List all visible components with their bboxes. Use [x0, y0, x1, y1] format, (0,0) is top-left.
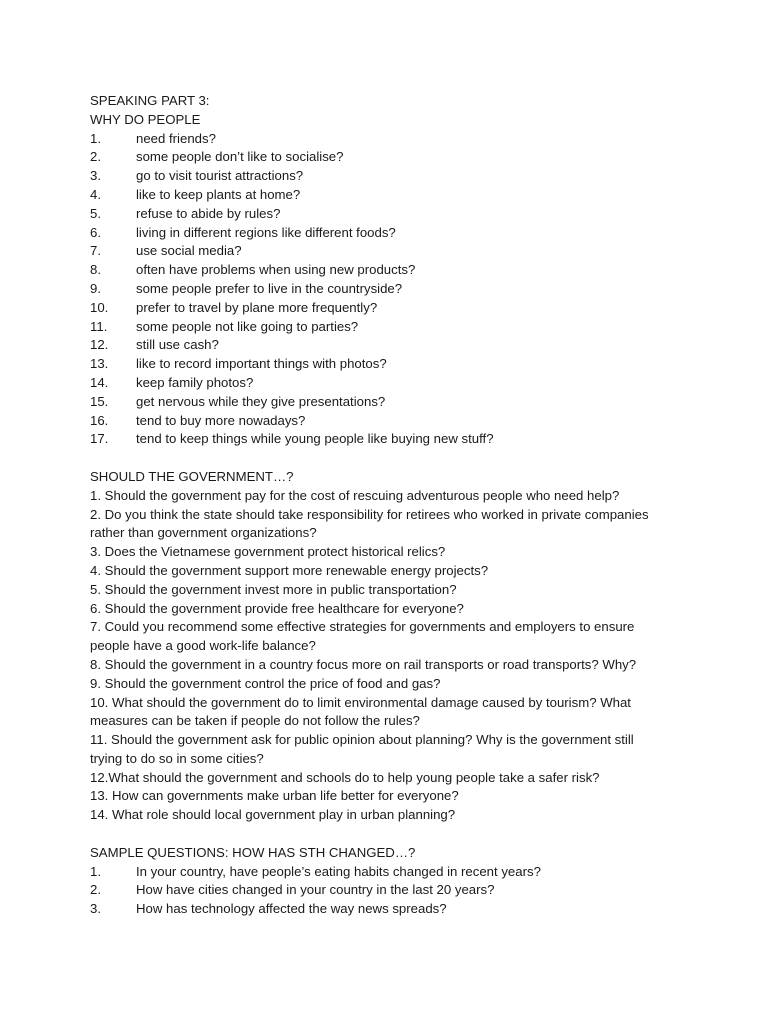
question-number: 5.: [90, 205, 101, 221]
question-item: [90, 694, 690, 732]
question-text-line: 11. Should the government ask for public opinion about planning? Why is the government still: [90, 732, 634, 748]
question-text-line: 7. Could you recommend some effective strategies for governments and employers to ensure: [90, 619, 635, 635]
question-text-line: 9. Should the government control the price of food and gas?: [90, 675, 441, 691]
question-text: How has technology affected the way news spreads?: [136, 901, 447, 917]
question-number: 17.: [90, 431, 109, 447]
question-number: 9.: [90, 280, 101, 296]
question-text-line: measures can be taken if people do not follow the rules?: [90, 713, 420, 729]
question-item: [90, 261, 690, 280]
question-item: [90, 581, 690, 600]
question-item: [90, 299, 690, 318]
question-item: [90, 355, 690, 374]
question-item: [90, 318, 690, 337]
question-text-line: people have a good work-life balance?: [90, 638, 316, 654]
question-number: 10.: [90, 299, 109, 315]
question-item: [90, 393, 690, 412]
question-text: keep family photos?: [136, 374, 254, 390]
question-text: some people prefer to live in the countryside?: [136, 280, 403, 296]
question-number: 4.: [90, 186, 101, 202]
question-text: go to visit tourist attractions?: [136, 168, 304, 184]
question-text-line: 12.What should the government and schools do to help young people take a safer risk?: [90, 769, 600, 785]
section-1-subtitle: WHY DO PEOPLE: [90, 111, 201, 127]
question-item: [90, 900, 690, 919]
question-text: use social media?: [136, 243, 242, 259]
question-item: [90, 881, 690, 900]
question-text: How have cities changed in your country in the last 20 years?: [136, 882, 495, 898]
question-number: 12.: [90, 337, 109, 353]
question-text-line: 13. How can governments make urban life better for everyone?: [90, 788, 459, 804]
question-number: 15.: [90, 393, 109, 409]
question-number: 3.: [90, 901, 101, 917]
question-text-line: 5. Should the government invest more in public transportation?: [90, 581, 457, 597]
question-item: [90, 412, 690, 431]
question-number: 16.: [90, 412, 109, 428]
section-3-question-list: [90, 863, 690, 919]
question-number: 1.: [90, 130, 101, 146]
question-text-line: trying to do so in some cities?: [90, 750, 264, 766]
question-text: often have problems when using new products?: [136, 262, 416, 278]
question-text-line: 2. Do you think the state should take responsibility for retirees who worked in private companies: [90, 506, 649, 522]
question-number: 13.: [90, 356, 109, 372]
question-text-line: 6. Should the government provide free healthcare for everyone?: [90, 600, 464, 616]
question-item: [90, 487, 690, 506]
question-number: 14.: [90, 374, 109, 390]
question-item: [90, 130, 690, 149]
question-item: [90, 543, 690, 562]
question-item: [90, 787, 690, 806]
question-item: [90, 430, 690, 449]
question-number: 3.: [90, 168, 101, 184]
question-item: [90, 600, 690, 619]
question-text-line: 8. Should the government in a country focus more on rail transports or road transports? Why?: [90, 656, 637, 672]
question-number: 2.: [90, 149, 101, 165]
question-number: 8.: [90, 262, 101, 278]
section-2-question-list: [90, 487, 690, 825]
question-text: living in different regions like different foods?: [136, 224, 396, 240]
question-number: 6.: [90, 224, 101, 240]
question-number: 11.: [90, 318, 108, 334]
question-text-line: rather than government organizations?: [90, 525, 317, 541]
question-text: like to keep plants at home?: [136, 186, 301, 202]
question-text: get nervous while they give presentations?: [136, 393, 386, 409]
question-item: [90, 148, 690, 167]
question-item: [90, 336, 690, 355]
question-item: [90, 656, 690, 675]
question-item: [90, 863, 690, 882]
question-text: tend to buy more nowadays?: [136, 412, 306, 428]
document-page: [90, 92, 690, 919]
question-text-line: 3. Does the Vietnamese government protect historical relics?: [90, 544, 446, 560]
question-number: 7.: [90, 243, 101, 259]
question-number: 2.: [90, 882, 101, 898]
question-text: refuse to abide by rules?: [136, 205, 281, 221]
question-text-line: 4. Should the government support more renewable energy projects?: [90, 562, 489, 578]
question-text: still use cash?: [136, 337, 219, 353]
question-item: [90, 506, 690, 544]
question-text: prefer to travel by plane more frequently?: [136, 299, 378, 315]
question-item: [90, 167, 690, 186]
question-item: [90, 806, 690, 825]
spacer: [90, 449, 690, 468]
question-item: [90, 731, 690, 769]
question-item: [90, 280, 690, 299]
section-2-title: SHOULD THE GOVERNMENT…?: [90, 468, 294, 484]
question-text-line: 14. What role should local government play in urban planning?: [90, 807, 456, 823]
question-text: tend to keep things while young people like buying new stuff?: [136, 431, 494, 447]
question-text-line: 10. What should the government do to limit environmental damage caused by tourism? What: [90, 694, 631, 710]
question-item: [90, 205, 690, 224]
question-text: some people don’t like to socialise?: [136, 149, 344, 165]
section-1-title: SPEAKING PART 3:: [90, 93, 210, 108]
question-number: 1.: [90, 863, 101, 879]
question-item: [90, 224, 690, 243]
question-item: [90, 769, 690, 788]
section-1-question-list: [90, 130, 690, 450]
question-item: [90, 374, 690, 393]
question-item: [90, 562, 690, 581]
question-item: [90, 242, 690, 261]
question-text: In your country, have people’s eating habits changed in recent years?: [136, 863, 541, 879]
question-item: [90, 618, 690, 656]
question-text: need friends?: [136, 130, 216, 146]
question-text: some people not like going to parties?: [136, 318, 359, 334]
question-item: [90, 186, 690, 205]
question-text-line: 1. Should the government pay for the cost of rescuing adventurous people who need help?: [90, 487, 620, 503]
section-3-title: SAMPLE QUESTIONS: HOW HAS STH CHANGED…?: [90, 844, 416, 860]
question-text: like to record important things with photos?: [136, 356, 387, 372]
spacer: [90, 825, 690, 844]
question-item: [90, 675, 690, 694]
